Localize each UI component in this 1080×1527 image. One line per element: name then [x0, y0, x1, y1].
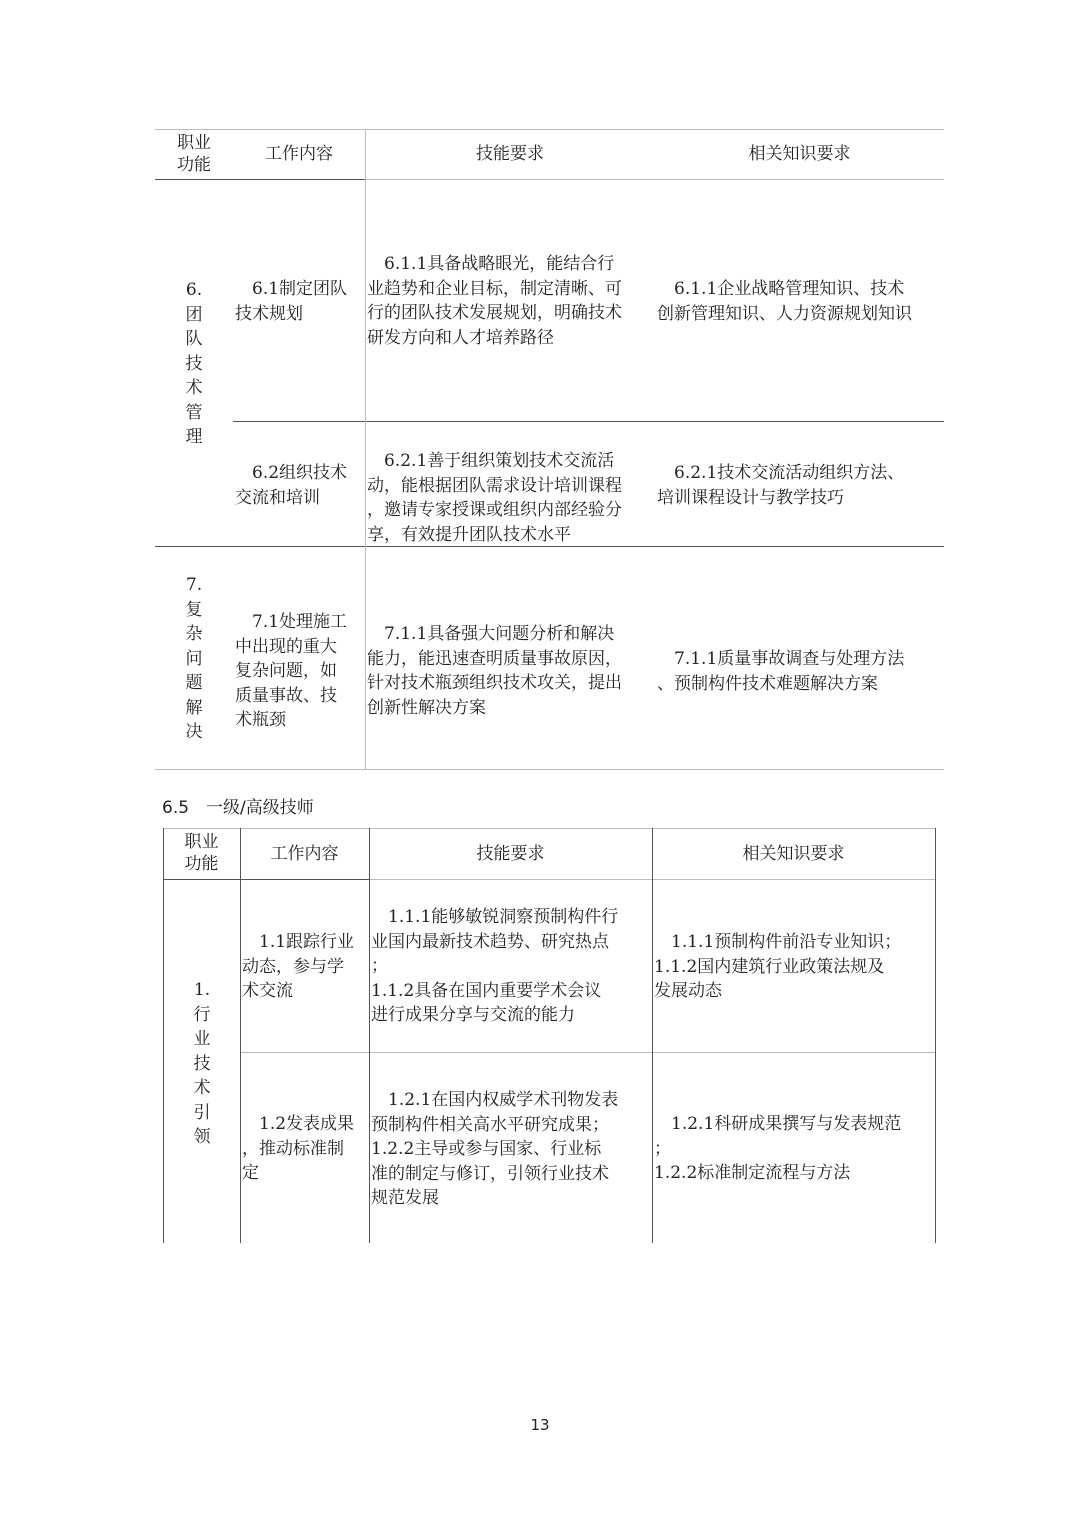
table2-row-1-2-skill: 1.2.1在国内权威学术刊物发表 预制构件相关高水平研究成果； 1.2.2主导或参与国家、行业标 准的制定与修订，引领行业技术 规范发展 — [371, 1090, 619, 1208]
table2-function-1: 1. 行 业 技 术 引 领 — [193, 980, 211, 1147]
table1-header-function: 职业 功能 — [177, 133, 211, 175]
table1-header-content: 工作内容 — [265, 144, 333, 164]
table1-function-6: 6. 团 队 技 术 管 理 — [185, 280, 203, 447]
table1-row-6-1-knowledge: 6.1.1企业战略管理知识、技术 创新管理知识、人力资源规划知识 — [657, 279, 912, 324]
table1-row-7-1-content: 7.1处理施工 中出现的重大 复杂问题，如 质量事故、技 术瓶颈 — [235, 612, 348, 730]
table2-row-1-1-skill: 1.1.1能够敏锐洞察预制构件行 业国内最新技术趋势、研究热点 ； 1.1.2具备在国内重要学术会议 进行成果分享与交流的能力 — [371, 907, 619, 1025]
table2-row-1-2-knowledge: 1.2.1科研成果撰写与发表规范 ； 1.2.2标准制定流程与方法 — [654, 1114, 902, 1183]
table1-header-skill: 技能要求 — [476, 144, 544, 164]
table1-row-7-1-knowledge: 7.1.1质量事故调查与处理方法 、预制构件技术难题解决方案 — [657, 649, 905, 694]
table2-header-knowledge: 相关知识要求 — [742, 844, 845, 864]
section-title: 6.5 一级/高级技师 — [162, 798, 314, 818]
table1-row-6-1-content: 6.1制定团队 技术规划 — [235, 279, 348, 324]
table1-function-7: 7. 复 杂 问 题 解 决 — [185, 575, 203, 742]
table1-row-6-2-content: 6.2组织技术 交流和培训 — [235, 463, 348, 508]
table2-row-1-2-content: 1.2发表成果 ，推动标准制 定 — [242, 1114, 355, 1183]
table2-row-1-1-knowledge: 1.1.1预制构件前沿专业知识； 1.1.2国内建筑行业政策法规及 发展动态 — [654, 932, 902, 1001]
table1-row-6-2-knowledge: 6.2.1技术交流活动组织方法、 培训课程设计与教学技巧 — [657, 463, 905, 508]
table2-row-1-1-content: 1.1跟踪行业 动态，参与学 术交流 — [242, 932, 355, 1001]
table2-header-function: 职业 功能 — [184, 832, 219, 874]
table2-header-content: 工作内容 — [270, 844, 339, 864]
table1-row-6-2-skill: 6.2.1善于组织策划技术交流活 动，能根据团队需求设计培训课程 ，邀请专家授课或组织内部经验分 享，有效提升团队技术水平 — [367, 451, 622, 545]
table1-row-6-1-skill: 6.1.1具备战略眼光，能结合行 业趋势和企业目标，制定清晰、可 行的团队技术发展规划，明确技术 研发方向和人才培养路径 — [367, 254, 622, 348]
table1-row-7-1-skill: 7.1.1具备强大问题分析和解决 能力，能迅速查明质量事故原因， 针对技术瓶颈组织技术攻关，提出 创新性解决方案 — [367, 624, 622, 718]
table1-header-knowledge: 相关知识要求 — [748, 144, 851, 164]
table2-header-skill: 技能要求 — [476, 844, 545, 864]
page-number: 13 — [530, 1416, 550, 1434]
